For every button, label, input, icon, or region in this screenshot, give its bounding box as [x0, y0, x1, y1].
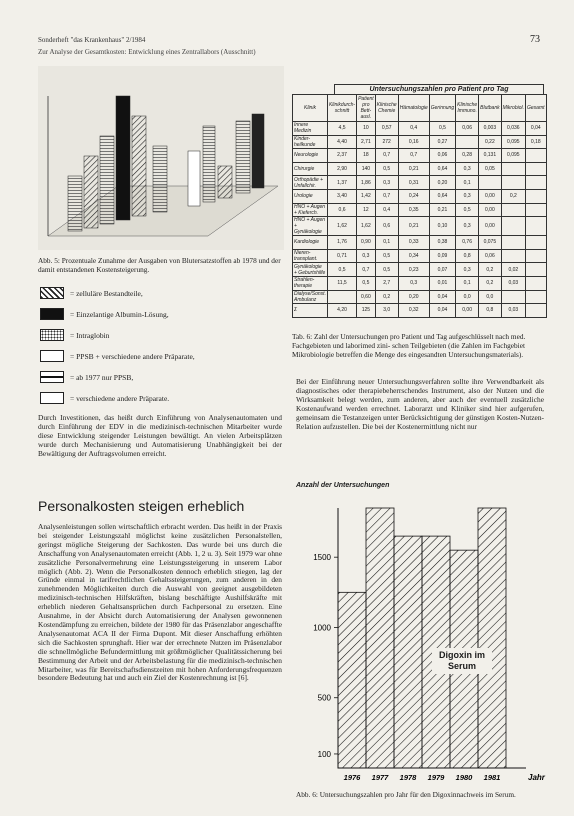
- x-tick-label: 1979: [427, 773, 445, 782]
- x-axis-label: Jahr: [528, 773, 545, 782]
- table-cell: [526, 189, 547, 203]
- table-cell: 0,075: [479, 236, 501, 250]
- table-cell: 0,4: [375, 203, 398, 217]
- table-row: [293, 176, 547, 190]
- table-row: [293, 162, 547, 176]
- table-row-label: Σ: [293, 304, 328, 318]
- table-cell: 0,02: [501, 263, 525, 277]
- table-cell: [501, 249, 525, 263]
- x-tick-label: 1980: [455, 773, 473, 782]
- table-cell: 0,5: [357, 276, 376, 290]
- table-cell: 10: [357, 122, 376, 136]
- table-cell: 2,7: [375, 276, 398, 290]
- table-row-label: HNO + Augen + Kieferch.: [293, 203, 328, 217]
- table-header-cell: Gesamt: [526, 95, 547, 122]
- table-cell: 0,04: [429, 290, 455, 304]
- table-cell: 1,76: [327, 236, 356, 250]
- table-cell: 0,8: [479, 304, 501, 318]
- figure-5-caption: Abb. 5: Prozentuale Zunahme der Ausgaben von Blutersatzstoffen ab 1978 und der damit entstandenen Kostensteigerung.: [38, 256, 281, 274]
- legend-swatch-plain: [40, 392, 64, 404]
- chart-bar: [394, 536, 422, 768]
- table-row: [293, 189, 547, 203]
- y-axis-label: [296, 481, 416, 490]
- table-cell: 0,01: [429, 276, 455, 290]
- table-cell: 0,90: [357, 236, 376, 250]
- body-paragraph: Bei der Einführung neuer Untersuchungsverfahren sollte ihre Verwendbarkeit als diagnostisches oder therapiebeherrschendes Instrument, also der Nutzen und die Wirksamkeit belegt werden, zum anderen, aber auch der eventuell zusätzliche Kostenaufwand werden errechnet. Laborarzt und Kliniker sind hier aufgerufen, gemeinsam die Testanzeigen unter Berücksichtigung der günstigen Kosten-Nutzen-Relation aufzustellen. Die bei der Kostenermittlung nicht nur: [296, 377, 544, 431]
- table-cell: 125: [357, 304, 376, 318]
- table-cell: 2,37: [327, 149, 356, 163]
- x-tick-label: 1976: [343, 773, 361, 782]
- table-cell: 1,86: [357, 176, 376, 190]
- table-row: [293, 135, 547, 149]
- table-cell: 0,22: [479, 135, 501, 149]
- table-cell: 4,20: [327, 304, 356, 318]
- table-cell: 2,90: [327, 162, 356, 176]
- table-cell: 0,10: [429, 217, 455, 236]
- figure-6-caption: Abb. 6: Untersuchungszahlen pro Jahr für den Digoxinnachweis im Serum.: [296, 790, 516, 799]
- table-cell: 0,3: [456, 263, 479, 277]
- legend-swatch-dots: [40, 329, 64, 341]
- data-table: [292, 94, 547, 318]
- table-cell: 0,6: [375, 217, 398, 236]
- table-cell: 0,1: [456, 276, 479, 290]
- table-row-label: Dialyse/Sonst. Ambulanz: [294, 290, 326, 303]
- y-axis-label-text: Anzahl der Untersuchungen: [296, 482, 390, 489]
- table-cell: 0,21: [398, 217, 429, 236]
- table-cell: 0,3: [357, 249, 376, 263]
- table-cell: 0,32: [398, 304, 429, 318]
- table-cell: 1,62: [327, 217, 356, 236]
- table-cell: [526, 217, 547, 236]
- table-title: Untersuchungszahlen pro Patient pro Tag: [334, 84, 544, 94]
- table-cell: 11,5: [327, 276, 356, 290]
- table-cell: [526, 263, 547, 277]
- table-row-label: Orthopädie + Unfallchir.: [293, 176, 328, 190]
- table-cell: 0,03: [501, 276, 525, 290]
- table-cell: 0,06: [479, 249, 501, 263]
- table-row: [293, 149, 547, 163]
- table-cell: 0,76: [456, 236, 479, 250]
- table-cell: 0,0: [479, 290, 501, 304]
- figure-6-chart: [296, 500, 546, 795]
- table-cell: 0,3: [456, 162, 479, 176]
- legend-label: = verschiedene andere Präparate.: [70, 393, 170, 403]
- table-header-cell: Klinische Chemie: [375, 95, 398, 122]
- table-cell: 0,5: [375, 162, 398, 176]
- table-cell: 18: [357, 149, 376, 163]
- table-cell: [456, 135, 479, 149]
- legend-item: [40, 285, 143, 301]
- chart-bar: [338, 592, 366, 768]
- table-cell: [501, 203, 525, 217]
- table-row: [293, 249, 547, 263]
- y-tick-label: 1000: [313, 623, 331, 633]
- legend-item: [40, 327, 109, 343]
- table-cell: [501, 176, 525, 190]
- section-heading: Personalkosten steigen erheblich: [38, 498, 245, 514]
- table-header-cell: Klinische Immuno.: [456, 95, 479, 122]
- table-cell: 0,6: [327, 203, 356, 217]
- chart-bar: [366, 508, 394, 768]
- table-cell: [327, 290, 356, 304]
- running-head: Sonderheft "das Krankenhaus" 2/1984: [38, 36, 146, 44]
- table-cell: 0,8: [456, 249, 479, 263]
- table-row: [293, 217, 547, 236]
- table-cell: 1,62: [357, 217, 376, 236]
- legend-label: = zelluläre Bestandteile,: [70, 288, 143, 298]
- table-cell: 0,00: [479, 189, 501, 203]
- table-cell: 0,24: [398, 189, 429, 203]
- table-cell: 0,34: [398, 249, 429, 263]
- legend-item: [40, 348, 195, 364]
- table-cell: 0,00: [479, 217, 501, 236]
- table-cell: 0,7: [375, 189, 398, 203]
- legend-swatch-plain: [40, 350, 64, 362]
- table-row-label: Gynäkologie + Geburtshilfe: [293, 263, 328, 277]
- table-cell: 0,095: [501, 149, 525, 163]
- legend-label: = Intraglobin: [70, 330, 110, 340]
- table-row-label: Nieren-transplant.: [293, 249, 328, 263]
- body-paragraph: Analysenleistungen sollen wirtschaftlich erbracht werden. Das heißt in der Praxis bei steigender Leistungszahl möglichst keine zusätzlichen Personalstellen, geringst mögliche Steigerung der Sachkosten. Das wurde bei uns durch die Anschaffung von Analysenautomaten erreicht (Abb. 1, 2 u. 3). Seit 1979 war ohne zusätzliche Personalvermehrung eine Leistungssteigerung in unserem Labor möglich (Abb. 2). Wenn die Personalkosten dennoch erheblich stiegen, lag der Gründe einmal in tarifrechtlichen Gehaltssteigerungen, zum anderen in den zunehmenden Möglichkeiten durch die Auswahl von geeignet ausgebildeten medizinisch-technischen Hilfskräften, bislang beschäftigte Aushilfskräfte mit erheblich niederen Gehaltsansprüchen durch Fachpersonal zu ersetzen. Eine Ausnahme, in der Absicht durch Automatisierung der Analysen gewonnenen Kostendämpfung zu erreichen, bildete der 1980 für das Präsenzlabor angeschaffte Analysenautomat ACA II der Firma Dupont. Mit dieser Anschaffung erhöhten sich die Sachkosten sprunghaft. Hier war der errechnete Nutzen im Präsenzlabor die schnellmögliche Befundermittlung mit größtmöglicher Qualitätssicherung bei Bestimmung der Arbeit und der Arbeitsbelastung für die medizinisch-technischen Mitarbeiter, was für Bereitschaftsdienstzeiten mit hohen Anforderungsfrequenzen besondere Bedeutung hat und auch ein Ziel der Kostenrechnung ist [6].: [38, 523, 282, 683]
- y-tick-label: 100: [317, 749, 331, 759]
- table-cell: 272: [375, 135, 398, 149]
- table-header-cell: Hämatologie: [398, 95, 429, 122]
- table-cell: 0,04: [429, 304, 455, 318]
- table-cell: 12: [357, 203, 376, 217]
- table-cell: 0,7: [375, 149, 398, 163]
- table-cell: 3,0: [375, 304, 398, 318]
- table-row: [293, 236, 547, 250]
- table-cell: 0,00: [479, 203, 501, 217]
- table-row: [293, 122, 547, 136]
- table-cell: 0,2: [375, 290, 398, 304]
- table-cell: 0,5: [429, 122, 455, 136]
- table-header-cell: Patient pro Bett-ausl.: [358, 96, 374, 120]
- legend-swatch-band: [40, 371, 64, 383]
- table-cell: 0,21: [429, 203, 455, 217]
- legend-label: = PPSB + verschiedene andere Präparate,: [70, 351, 195, 361]
- table-cell: 140: [357, 162, 376, 176]
- table-cell: [526, 236, 547, 250]
- table-cell: [526, 276, 547, 290]
- table-cell: 0,3: [456, 189, 479, 203]
- table-header-cell: Klinikdurch-schnitt: [327, 95, 356, 122]
- page-number: 73: [530, 34, 540, 45]
- table-cell: [501, 162, 525, 176]
- table-cell: [479, 176, 501, 190]
- table-cell: 0,64: [429, 189, 455, 203]
- table-cell: 0,06: [429, 149, 455, 163]
- table-6: [292, 84, 544, 318]
- table-cell: 0,18: [526, 135, 547, 149]
- table-cell: [501, 290, 525, 304]
- table-cell: 1,42: [357, 189, 376, 203]
- table-cell: 0,3: [456, 217, 479, 236]
- table-cell: 0,5: [327, 263, 356, 277]
- table-header-cell: Mikrobiol.: [501, 95, 525, 122]
- table-cell: 0,33: [398, 236, 429, 250]
- table-cell: 0,7: [357, 263, 376, 277]
- table-row: [293, 304, 547, 318]
- x-tick-label: 1977: [371, 773, 389, 782]
- table-cell: 4,5: [327, 122, 356, 136]
- table-cell: 0,2: [501, 189, 525, 203]
- table-row-label: Kinder-heilkunde: [293, 135, 328, 149]
- chart-annotation: [432, 648, 492, 674]
- table-cell: 0,20: [429, 176, 455, 190]
- table-cell: 4,40: [327, 135, 356, 149]
- table-cell: [526, 290, 547, 304]
- table-cell: 0,57: [375, 122, 398, 136]
- table-row-label: HNO + Augen + Gynäkologie: [293, 217, 328, 236]
- table-cell: [526, 203, 547, 217]
- x-tick-label: 1978: [399, 773, 417, 782]
- table-row: [293, 276, 547, 290]
- table-cell: 0,28: [456, 149, 479, 163]
- table-cell: 1,37: [327, 176, 356, 190]
- y-tick-label: 1500: [313, 553, 331, 563]
- table-cell: 0,23: [398, 263, 429, 277]
- table-cell: 0,20: [398, 290, 429, 304]
- table-cell: 0,64: [429, 162, 455, 176]
- table-cell: 0,2: [479, 263, 501, 277]
- table-cell: [526, 162, 547, 176]
- table-cell: 0,16: [398, 135, 429, 149]
- table-header-cell: Klinik: [293, 95, 328, 122]
- table-cell: 0,09: [429, 249, 455, 263]
- table-cell: 0,3: [375, 176, 398, 190]
- table-cell: 0,7: [398, 149, 429, 163]
- table-row: [293, 290, 547, 304]
- table-cell: 0,07: [429, 263, 455, 277]
- y-tick-label: 500: [317, 693, 331, 703]
- table-cell: 0,036: [501, 122, 525, 136]
- table-cell: 0,4: [398, 122, 429, 136]
- table-cell: 0,2: [479, 276, 501, 290]
- table-cell: 0,1: [456, 176, 479, 190]
- table-cell: [526, 249, 547, 263]
- table-cell: 0,131: [479, 149, 501, 163]
- legend-label: = Einzelantige Albumin-Lösung,: [70, 309, 169, 319]
- table-cell: [526, 149, 547, 163]
- table-cell: 0,5: [375, 263, 398, 277]
- table-header-cell: Gerinnung: [429, 95, 455, 122]
- table-row-label: Neurologie: [293, 149, 328, 163]
- table-cell: 0,0: [456, 290, 479, 304]
- chart-annotation-text: Digoxin im Serum: [438, 650, 485, 671]
- table-cell: 0,60: [357, 290, 376, 304]
- legend-swatch-solid: [40, 308, 64, 320]
- table-cell: 0,003: [479, 122, 501, 136]
- legend-item: [40, 306, 169, 322]
- table-cell: [526, 304, 547, 318]
- table-cell: 0,31: [398, 176, 429, 190]
- table-cell: 0,35: [398, 203, 429, 217]
- table-cell: 0,04: [526, 122, 547, 136]
- table-cell: [526, 176, 547, 190]
- table-cell: [501, 217, 525, 236]
- table-cell: 0,5: [375, 249, 398, 263]
- legend-swatch-diagonal: [40, 287, 64, 299]
- table-cell: 0,05: [479, 162, 501, 176]
- table-cell: 0,5: [456, 203, 479, 217]
- table-row-label: Urologie: [293, 189, 328, 203]
- figure-5-svg: [38, 66, 284, 250]
- body-paragraph: Durch Investitionen, das heißt durch Einführung von Analysenautomaten und durch Einführung der EDV in die medizinisch-technischen Mitarbeiter wurde diese Entwicklung steigender Leistungen bewältigt. An vielen Arbeitsplätzen wurde durch Mechanisierung und Automatisierung Unabhängigkeit bei der Bewältigung der Auftragsvolumen erreicht.: [38, 413, 282, 458]
- table-row-label: Innere Medizin: [293, 122, 328, 136]
- legend-item: [40, 369, 133, 385]
- table-cell: 0,00: [456, 304, 479, 318]
- subtitle-line: Zur Analyse der Gesamtkosten: Entwicklung eines Zentrallabors (Ausschnitt): [38, 48, 256, 56]
- table-cell: 0,095: [501, 135, 525, 149]
- figure-5-image: [38, 66, 284, 250]
- table-cell: 0,71: [327, 249, 356, 263]
- table-row: [293, 263, 547, 277]
- table-row-label: Chirurgie: [293, 162, 328, 176]
- x-tick-label: 1981: [483, 773, 501, 782]
- chart-bar: [478, 508, 506, 768]
- table-cell: 0,03: [501, 304, 525, 318]
- legend-label: = ab 1977 nur PPSB,: [70, 372, 134, 382]
- table-cell: 2,71: [357, 135, 376, 149]
- table-cell: 0,21: [398, 162, 429, 176]
- table-cell: 0,1: [375, 236, 398, 250]
- table-row-label: Kardiologie: [293, 236, 328, 250]
- table-cell: 0,06: [456, 122, 479, 136]
- table-6-caption: Tab. 6: Zahl der Untersuchungen pro Patient und Tag aufgeschlüsselt nach med. Fachgebieten und laborimed zini- schen Teilgebieten (die Zahlen im Fachgebiet Mikrobiologie betreffen die Menge des eingesandten Untersuchungsmaterials).: [292, 332, 526, 359]
- table-header-cell: Blutbank: [479, 95, 501, 122]
- table-row: [293, 203, 547, 217]
- table-cell: 3,40: [327, 189, 356, 203]
- table-cell: 0,27: [429, 135, 455, 149]
- legend-item: [40, 390, 169, 406]
- table-row-label: Strahlen-therapie: [293, 276, 328, 290]
- table-cell: 0,3: [398, 276, 429, 290]
- table-cell: 0,38: [429, 236, 455, 250]
- table-cell: [501, 236, 525, 250]
